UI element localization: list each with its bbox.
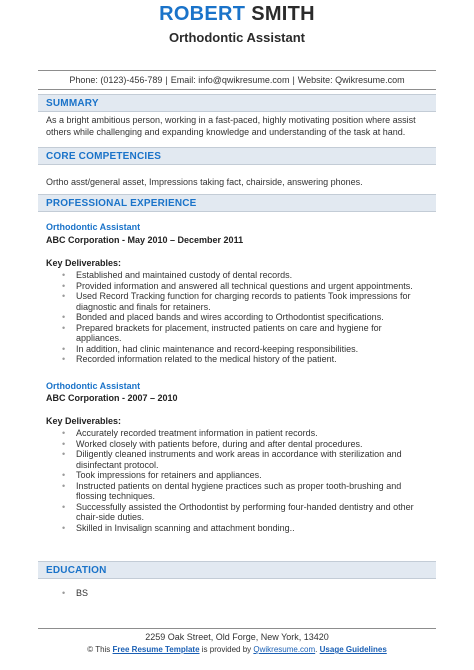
header-rule-top — [38, 70, 436, 71]
free-template-link[interactable]: Free Resume Template — [112, 645, 200, 654]
list-item: • Recorded information related to the medical history of the patient. — [62, 354, 422, 365]
list-item: • Bonded and placed bands and wires according to Orthodontist specifications. — [62, 312, 422, 323]
list-item: • Successfully assisted the Orthodontist by performing four-handed dentistry and other chair-side duties. — [62, 502, 422, 523]
first-name: ROBERT — [159, 3, 246, 25]
job-1-bullet-list — [62, 270, 422, 365]
job-1-company: ABC Corporation - May 2010 – December 2011 — [46, 235, 244, 245]
footer-provided-by: is provided by — [201, 645, 252, 654]
footer-address: 2259 Oak Street, Old Forge, New York, 13420 — [145, 632, 329, 642]
section-heading-competencies: CORE COMPETENCIES — [46, 151, 162, 162]
contact-phone: Phone: (0123)-456-789 — [69, 75, 163, 85]
job-1-deliverables-heading: Key Deliverables: — [46, 258, 122, 268]
footer-prefix: © This — [87, 645, 111, 654]
contact-separator: | — [292, 75, 295, 85]
list-item: • Accurately recorded treatment information in patient records. — [62, 428, 422, 439]
list-item: • Skilled in Invisalign scanning and attachment bonding.. — [62, 523, 422, 534]
list-item: • Provided information and answered all technical questions and urgent appointments. — [62, 281, 422, 292]
job-2-bullet-list — [62, 428, 422, 533]
list-item: • Worked closely with patients before, during and after dental procedures. — [62, 439, 422, 450]
list-item: • In addition, had clinic maintenance and record-keeping responsibilities. — [62, 344, 422, 355]
section-heading-summary: SUMMARY — [46, 98, 99, 109]
list-item: • Took impressions for retainers and appliances. — [62, 470, 422, 481]
list-item: • Established and maintained custody of dental records. — [62, 270, 422, 281]
list-item: • Diligently cleaned instruments and work areas in accordance with sterilization and disinfectant protocol. — [62, 449, 422, 470]
list-item: • BS — [62, 588, 422, 599]
contact-line — [0, 75, 474, 86]
footer-links — [0, 644, 474, 655]
section-heading-education: EDUCATION — [46, 565, 107, 576]
list-item: • Prepared brackets for placement, instructed patients on care and hygiene for appliances. — [62, 323, 422, 344]
summary-text: As a bright ambitious person, working in a fast-paced, highly motivating position where assist others while challenging and expanding knowledge and understanding of the task at hand. — [46, 115, 416, 137]
footer-rule — [38, 628, 436, 629]
last-name: SMITH — [251, 3, 315, 25]
education-list — [62, 588, 422, 599]
job-2-title: Orthodontic Assistant — [46, 381, 141, 391]
section-band-experience — [38, 194, 436, 212]
section-heading-experience: PROFESSIONAL EXPERIENCE — [46, 198, 197, 209]
list-item: • Used Record Tracking function for charging records to patients Took impressions for diagnostic and finals for retainers. — [62, 291, 422, 312]
job-title-header: Orthodontic Assistant — [168, 30, 306, 45]
footer-dot: . — [315, 645, 318, 654]
section-band-competencies — [38, 147, 436, 165]
candidate-name — [0, 1, 474, 27]
header-rule-bottom — [38, 89, 436, 90]
job-1-title: Orthodontic Assistant — [46, 222, 141, 232]
job-2-deliverables-heading: Key Deliverables: — [46, 416, 122, 426]
section-band-education — [38, 561, 436, 579]
usage-guidelines-link[interactable]: Usage Guidelines — [319, 645, 387, 654]
list-item: • Instructed patients on dental hygiene practices such as proper tooth-brushing and flossing techniques. — [62, 481, 422, 502]
section-band-summary — [38, 94, 436, 112]
competencies-text: Ortho asst/general asset, Impressions taking fact, chairside, answering phones. — [46, 177, 363, 187]
contact-website: Website: Qwikresume.com — [297, 75, 405, 85]
qwikresume-link[interactable]: Qwikresume.com — [253, 645, 316, 654]
job-2-company: ABC Corporation - 2007 – 2010 — [46, 393, 178, 403]
contact-separator: | — [165, 75, 168, 85]
contact-email: Email: info@qwikresume.com — [170, 75, 290, 85]
